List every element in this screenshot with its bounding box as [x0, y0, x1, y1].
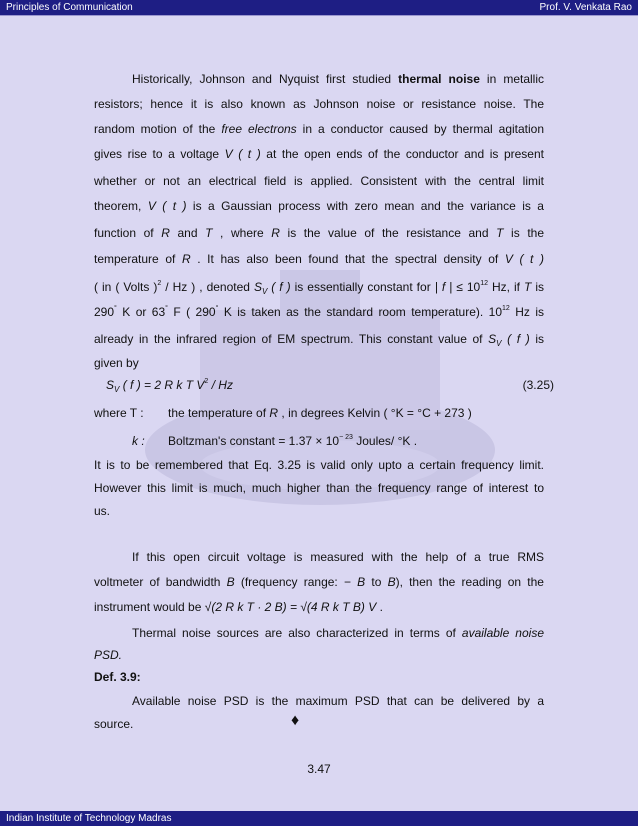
header-rule — [0, 15, 638, 16]
definition-line1: Available noise PSD is the maximum PSD that can be delivered by a — [132, 694, 544, 708]
p1-line2: resistors; hence it is also known as Johnson noise or resistance noise. The — [94, 97, 544, 111]
page-number: 3.47 — [307, 762, 331, 776]
p2-line1: It is to be remembered that Eq. 3.25 is valid only upto a certain frequency limit. — [94, 458, 544, 472]
header-author: Prof. V. Venkata Rao — [539, 2, 632, 13]
diamond-icon: ♦ — [291, 712, 300, 729]
p1-line11: already in the infrared region of EM spectrum. This constant value of $S_V$ ( f ) is — [94, 332, 545, 348]
term-free-electrons: free electrons — [221, 122, 297, 136]
definition-line2: source. — [94, 717, 134, 731]
header-course-title: Principles of Communication — [6, 2, 133, 13]
p1-line3: random motion of the free electrons in a conductor caused by thermal agitation — [94, 122, 545, 136]
p1-line7: function of R and T , where R is the value of the resistance and T is the — [94, 226, 545, 240]
p1-line1: Historically, Johnson and Nyquist first studied thermal noise in metallic — [132, 72, 544, 86]
p3-line2: voltmeter of bandwidth B (frequency range: − B to B), then the reading on the — [94, 575, 544, 589]
p2-line2: However this limit is much, much higher than the frequency range of interest to — [94, 481, 544, 495]
equation-number: (3.25) — [522, 378, 554, 392]
p1-line9: ( in ( Volts )$^2$ / Hz ) , denoted $S_V$ ( f ) is essentially constant for | f | ≤ $10^{12}$ Hz, if T is — [94, 280, 545, 296]
p3-line1: If this open circuit voltage is measured with the help of a true RMS — [132, 550, 544, 564]
rms-voltage-formula: √(2 R k T · 2 B) = √(4 R k T B) V — [204, 600, 377, 614]
p1-line8: temperature of R . It has also been found that the spectral density of V ( t ) — [94, 252, 545, 266]
page-header — [0, 0, 638, 15]
p4-line1: Thermal noise sources are also characterized in terms of available noise — [132, 626, 544, 640]
p1-line12: given by — [94, 356, 139, 370]
footer-institute: Indian Institute of Technology Madras — [6, 813, 172, 824]
p2-line3: us. — [94, 504, 111, 518]
p1-line5: whether or not an electrical field is applied. Consistent with the central limit — [94, 174, 544, 188]
p1-line6: theorem, V ( t ) is a Gaussian process with zero mean and the variance is a — [94, 199, 544, 213]
p1-line10: 290° K or 63° F ( 290° K is taken as the standard room temperature). $10^{12}$ Hz is — [94, 305, 544, 319]
definition-title: Def. 3.9: — [94, 670, 141, 684]
equation-3-25: $S_V$ ( f ) = 2 R k T $V^2$ / Hz (3.25) — [106, 378, 554, 394]
where-temperature: where T : the temperature of R , in degrees Kelvin ( °K = °C + 273 ) — [94, 406, 472, 420]
page-footer — [0, 811, 638, 826]
p3-line3: instrument would be √(2 R k T · 2 B) = √(4 R k T B) V . — [94, 600, 383, 614]
p4-line2: PSD. — [94, 648, 123, 662]
term-available-noise-psd: available noise — [461, 626, 544, 640]
term-thermal-noise: thermal noise — [398, 72, 480, 86]
p1-line4: gives rise to a voltage V ( t ) at the open ends of the conductor and is present — [94, 147, 544, 161]
